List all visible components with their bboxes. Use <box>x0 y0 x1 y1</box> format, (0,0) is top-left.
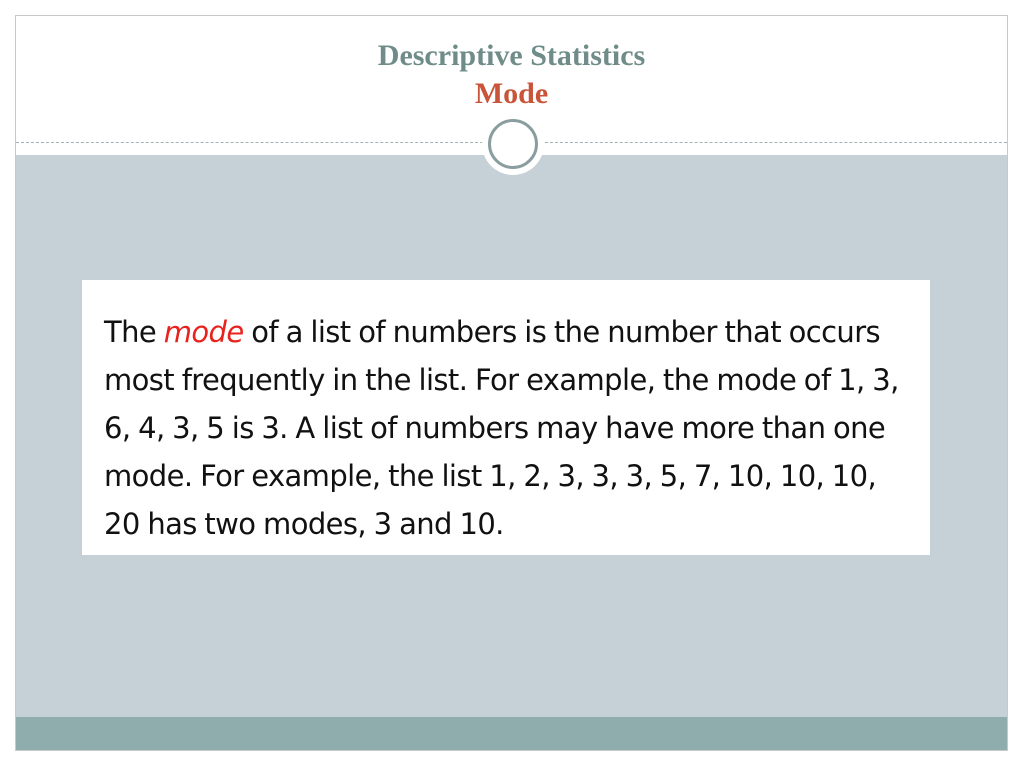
ring-inner <box>488 119 538 169</box>
decorative-ring-icon <box>482 113 544 175</box>
definition-term: mode <box>163 315 244 349</box>
definition-body: of a list of numbers is the number that occurs most frequently in the list. For example, the mode of 1, 3, 6, 4, 3, 5 is 3. A list of numbers may have more than one mode. For example, the list 1, 2, 3, 3, 3, 5, 7, 10, 10, 10, 20 has two modes, 3 and 10. <box>104 315 899 541</box>
slide <box>15 15 1008 751</box>
definition-text <box>104 308 910 548</box>
content-area <box>16 155 1007 717</box>
slide-title: Descriptive Statistics <box>377 39 646 72</box>
slide-subtitle: Mode <box>474 77 549 110</box>
footer-bar <box>16 717 1007 751</box>
definition-box <box>82 280 930 555</box>
definition-intro: The <box>104 315 164 349</box>
